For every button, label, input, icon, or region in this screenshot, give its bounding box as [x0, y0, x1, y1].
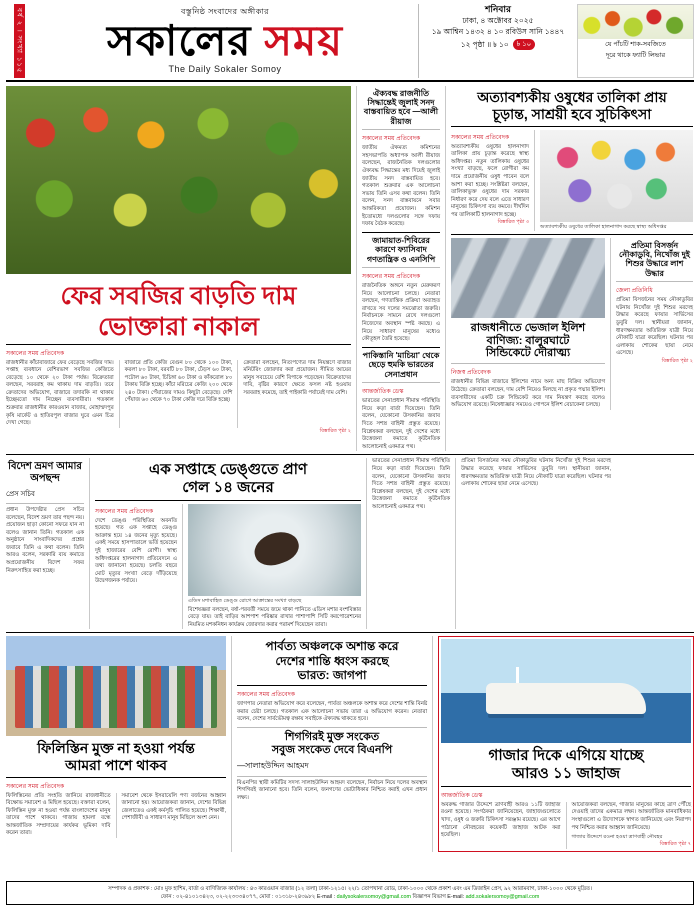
divider: [451, 363, 605, 364]
column-separator: [432, 636, 433, 852]
jagpa-body: জাগপার নেতারা অভিযোগ করে বলেছেন, পার্বত্য অঞ্চলকে অশান্ত করে দেশের শান্তি বিনষ্ট করার চেষ্টা চলছে। গতকাল এক আলোচনা সভায় তারা এ অভিযোগ করেন। নেতারা বলেন, দেশের সার্বভৌমত্ব রক্ষায় সবাইকে ঐক্যবদ্ধ থাকতে হবে।: [236, 700, 428, 723]
story-byline: সকালের সময় প্রতিবেদক: [362, 136, 421, 143]
press-secretary-sub: প্রেস সচিব: [6, 490, 35, 498]
jagpa-headline-line1: পার্বত্য অঞ্চলকে অশান্ত করে: [265, 639, 399, 654]
lead-headline-line1: ফের সবজির বাড়তি দাম: [60, 281, 297, 310]
palestine-photo-rally: [6, 636, 226, 736]
lead-body-col-2: বাজারে প্রতি কেজি বেগুন ৮০ থেকে ১০০ টাকা, করলা ৮০ টাকা, বরবটি ৮০ টাকা, ঢেঁড়স ৬০ টাকা, পটোল ৬০ টাকা, চিচিঙ্গা ৬০ টাকা ও কাঁকরোল ৮০ টাকায় বিক্রি হচ্ছে। কাঁচা মরিচের কেজি ২০০ থেকে ২৪০ টাকা। পেঁয়াজের দামও কিছুটা বেড়েছে। দেশি পেঁয়াজ ৬০ থেকে ৭০ টাকা কেজি দরে বিক্রি হচ্ছে।: [124, 359, 233, 404]
column-separator: [237, 360, 238, 428]
lead-story-block: [6, 86, 351, 452]
imprint-footer: [6, 881, 694, 905]
gaza-ships-block: [438, 636, 694, 852]
pages-price: ১২ পৃষ্ঠা ॥ ৳ ১০: [460, 40, 509, 49]
email-primary[interactable]: dailysokalersomoy@gmail.com: [336, 894, 411, 900]
middle-filler-body: ভারতের সেনাপ্রধান সীমান্ত পরিস্থিতি নিয়ে কড়া বার্তা দিয়েছেন। তিনি বলেন, যেকোনো উসকানির জবাব দিতে সশস্ত্র বাহিনী প্রস্তুত রয়েছে। বিশ্লেষকরা বলছেন, দুই দেশের মধ্যে উত্তেজনা কমাতে কূটনৈতিক আলোচনাই একমাত্র পথ।: [372, 458, 450, 510]
boatsink-body: প্রতিমা বিসর্জনের সময় নৌকাডুবির ঘটনায় নিখোঁজ দুই শিশুর মরদেহ উদ্ধার করেছে ফায়ার সার্ভিসের ডুবুরি দল। স্থানীয়রা জানান, ধারণক্ষমতার অতিরিক্ত যাত্রী নিয়ে নৌকাটি যাত্রা করেছিল। ঘটনার পর এলাকায় শোকের ছায়া নেমে এসেছে।: [616, 297, 693, 357]
gaza-ships-framed-box: [438, 636, 694, 852]
divider: [362, 347, 440, 348]
column-separator: [366, 458, 367, 629]
ad-image: [578, 5, 693, 39]
medicine-byline: সকালের সময় প্রতিবেদক: [451, 134, 510, 141]
divider: [362, 267, 440, 268]
bnp-body: বিএনপির স্থায়ী কমিটির সদস্য সালাহউদ্দিন আহমদ বলেছেন, নির্বাচন নিয়ে দলের অবস্থান শিগগিরই জানানো হবে। তিনি বলেন, জনগণের ভোটাধিকার নিশ্চিত করাই এখন প্রধান লক্ষ্য।: [236, 779, 428, 801]
column-separator: [445, 86, 446, 452]
medicine-photo-caption: অত্যাবশ্যকীয় ওষুধের তালিকা হালনাগাদ করছে স্বাস্থ্য অধিদপ্তর: [540, 223, 667, 230]
middle-section: [6, 458, 694, 629]
story-byline: আন্তর্জাতিক ডেস্ক: [362, 389, 404, 396]
press-secretary-body: প্রধান উপদেষ্টার প্রেস সচিব বলেছেন, বিদেশ ভ্রমণ তার পছন্দ নয়। প্রয়োজন ছাড়া কোনো সফরে যান না বলেও জানান তিনি। গতকাল এক অনুষ্ঠানে সাংবাদিকদের প্রশ্নের জবাবে তিনি এ কথা বলেন। তিনি আরও বলেন, সরকারি ব্যয় কমাতে অপ্রয়োজনীয় বিদেশ সফর নিরুৎসাহিত করা হচ্ছে।: [6, 506, 84, 574]
divider: [362, 232, 440, 233]
gaza-byline: আন্তর্জাতিক ডেস্ক: [441, 792, 483, 799]
divider: [451, 126, 693, 127]
press-secretary-block: [6, 458, 84, 629]
gaza-headline-line2: আরও ১১ জাহাজ: [511, 765, 620, 783]
divider: [237, 727, 427, 728]
imprint-phone: ফোন : ০২-৪১০১৩৪২৩, ০২-২২৩৩৩৪০৭৭, মোবা : ০১৩১৮-২৪৩৯৮২: [160, 894, 316, 900]
story-headline-alireaz: ঐক্যবদ্ধ রাজনীতি সিদ্ধান্তেই জুলাই সনদ বাস্তবায়িত হবে —আলী রীয়াজ: [363, 88, 439, 126]
hilsa-and-boat-row: [451, 238, 693, 410]
column-separator: [534, 130, 535, 231]
lead-continuation[interactable]: বিস্তারিত পৃষ্ঠা ২: [319, 427, 351, 434]
gaza-body-row: [441, 802, 691, 849]
issue-label: বর্ষ ২ । সংখ্যা ১১৫: [14, 4, 25, 78]
palestine-body-right: সমাবেশ থেকে ইসরায়েলি পণ্য বর্জনের আহ্বান জানানো হয়। আয়োজকরা জানান, দেশের বিভিন্ন জেলাতেও একই কর্মসূচি পালিত হয়েছে। শিক্ষার্থী, পেশাজীবী ও সাধারণ মানুষ মিছিলে অংশ নেন।: [121, 792, 226, 822]
gaza-body-right: আয়োজকরা বলছেন, গাজার মানুষের কাছে ত্রাণ পৌঁছে দেওয়াই তাদের একমাত্র লক্ষ্য। আন্তর্জাতিক মানবাধিকার সংস্থাগুলো এ উদ্যোগকে স্বাগত জানিয়েছে এবং নিরাপদ পথ নিশ্চিত করার আহ্বান জানিয়েছে।: [571, 801, 691, 831]
column-separator: [356, 86, 357, 452]
divider: [616, 281, 693, 282]
jagpa-headline-line2: দেশের শান্তি ধ্বংস করছে: [275, 653, 389, 668]
dengue-headline-line1: এক সপ্তাহে ডেঙ্গুতে প্রাণ: [148, 461, 308, 479]
story-body-alireaz: জাতীয় ঐকমত্য কমিশনের সহসভাপতি অধ্যাপক আলী রীয়াজ বলেছেন, রাজনৈতিক দলগুলোর ঐক্যবদ্ধ সিদ্ধান্তের মধ্য দিয়েই জুলাই জাতীয় সনদ বাস্তবায়িত হবে। গতকাল শুক্রবার এক আলোচনা সভায় তিনি এসব কথা বলেন। তিনি বলেন, সনদ বাস্তবায়নে সবার আন্তরিকতা প্রয়োজন। কমিশন ইতোমধ্যে দলগুলোর সঙ্গে দফায় দফায় বৈঠক করেছে।: [362, 145, 440, 228]
dengue-photo-col: [188, 504, 361, 630]
press-secretary-headline: বিদেশ ভ্রমণ আমার অপছন্দ: [8, 461, 82, 485]
hilsa-headline-line2: বাণিজ্য: বালুরঘাটে: [486, 334, 570, 347]
publication-day: শনিবার: [485, 4, 511, 14]
bottom-section: [6, 636, 694, 852]
divider: [237, 685, 427, 686]
masthead-center: [32, 4, 418, 78]
hilsa-byline: নিজস্ব প্রতিবেদক: [451, 370, 491, 377]
imprint-line-2: [11, 893, 689, 901]
column-separator: [231, 636, 232, 852]
middle-filler-column: [372, 458, 450, 629]
column-separator: [116, 793, 117, 839]
hilsa-headline-line1: রাজধানীতে ভেজাল ইলিশ: [470, 321, 586, 334]
palestine-block: [6, 636, 226, 852]
masthead-subtitle: The Daily Sokaler Somoy: [168, 64, 282, 74]
masthead-title-part1: সকালের: [106, 17, 252, 64]
hilsa-block: [451, 238, 605, 410]
lead-byline: সকালের সময় প্রতিবেদক: [6, 350, 65, 357]
price-badge: ৳ ১০: [513, 39, 536, 50]
dengue-headline-line2: গেল ১৪ জনের: [182, 479, 274, 497]
top-section: [6, 86, 694, 452]
dengue-block: [95, 458, 361, 629]
story-body-jamaat: রাজনৈতিক অঙ্গনে নতুন মেরুকরণ নিয়ে আলোচনা চলছে। নেতারা বলছেন, গণতান্ত্রিক প্রক্রিয়া অব্যাহত রাখতে সব দলের সমঝোতা জরুরি। নির্বাচনকে সামনে রেখে দলগুলো নিজেদের অবস্থান স্পষ্ট করছে। এ নিয়ে সাধারণ মানুষের মধ্যেও কৌতূহল তৈরি হয়েছে।: [362, 283, 440, 343]
column-separator: [119, 360, 120, 428]
divider: [6, 454, 694, 455]
publication-date-gregorian: ঢাকা, ৪ অক্টোবর ২০২৫: [462, 16, 534, 25]
dengue-body-left: দেশে ডেঙ্গু পরিস্থিতির অবনতি হয়েছে। গত এক সপ্তাহে ডেঙ্গু আক্রান্ত হয়ে ১৪ জনের মৃত্যু হয়েছে। একই সময়ে হাসপাতালে ভর্তি হয়েছেন দুই হাজারের বেশি রোগী। স্বাস্থ্য অধিদপ্তরের হালনাগাদ প্রতিবেদনে এ তথ্য জানানো হয়েছে। চলতি বছরে মোট মৃত্যুর সংখ্যা বেড়ে দাঁড়িয়েছে উদ্বেগজনক পর্যায়ে।: [95, 517, 177, 585]
lead-body-col-3: ক্রেতারা বলছেন, নিত্যপণ্যের দাম নিয়ন্ত্রণে বাজার মনিটরিং জোরদার করা প্রয়োজন। সীমিত আয়ের মানুষ সবচেয়ে বেশি বিপাকে পড়েছেন। বিক্রেতাদের দাবি, বৃষ্টির কারণে ক্ষেতে ফসল নষ্ট হওয়ায় সরবরাহ কমেছে, তাই পাইকারি পর্যায়েই দাম বেশি।: [243, 359, 351, 396]
lead-body-columns: [6, 360, 351, 428]
middle-right-body: প্রতিমা বিসর্জনের সময় নৌকাডুবির ঘটনায় নিখোঁজ দুই শিশুর মরদেহ উদ্ধার করেছে ফায়ার সার্ভিসের ডুবুরি দল। স্থানীয়রা জানান, ধারণক্ষমতার অতিরিক্ত যাত্রী নিয়ে নৌকাটি যাত্রা করেছিল। ঘটনার পর এলাকায় শোকের ছায়া নেমে এসেছে।: [461, 458, 611, 488]
jagpa-block: [237, 636, 427, 852]
email-advertising[interactable]: add.sokalersomoy@gmail.com: [465, 894, 540, 900]
column-separator: [610, 238, 611, 410]
middle-right-column: [461, 458, 611, 629]
divider: [362, 382, 440, 383]
divider: [95, 500, 361, 501]
lead-headline-line2: ভোক্তারা নাকাল: [97, 312, 260, 341]
medicine-photo-col: [540, 130, 693, 231]
story-byline: সকালের সময় প্রতিবেদক: [362, 274, 421, 281]
palestine-headline-line2: আমরা পাশে থাকব: [65, 757, 167, 773]
divider: [237, 776, 427, 777]
gaza-continuation[interactable]: বিস্তারিত পৃষ্ঠা ৭: [659, 841, 691, 848]
story-body-pakistan: ভারতের সেনাপ্রধান সীমান্ত পরিস্থিতি নিয়ে কড়া বার্তা দিয়েছেন। তিনি বলেন, যেকোনো উসকানির জবাব দিতে সশস্ত্র বাহিনী প্রস্তুত রয়েছে। বিশ্লেষকরা বলছেন, দুই দেশের মধ্যে উত্তেজনা কমাতে কূটনৈতিক আলোচনাই একমাত্র পথ।: [362, 398, 440, 450]
gaza-right-col: [572, 802, 692, 849]
masthead-advertisement[interactable]: [577, 4, 694, 78]
gaza-body-left: অবরুদ্ধ গাজার উদ্দেশে ত্রাণবাহী আরও ১১টি জাহাজ রওনা হয়েছে। সংগঠকরা জানিয়েছেন, জাহাজগুলোতে খাদ্য, ওষুধ ও জরুরি চিকিৎসা সরঞ্জাম রয়েছে। এর আগে পাঠানো নৌবহরের কয়েকটি জাহাজ আটক করা হয়েছিল।: [441, 801, 561, 839]
masthead-dateblock: [418, 4, 573, 78]
boatsink-block: [616, 238, 693, 410]
dengue-byline: সকালের সময় প্রতিবেদক: [95, 508, 154, 515]
column-three: [451, 86, 693, 452]
boatsink-headline: প্রতিমা বিসর্জন নৌকাডুবি, নিখোঁজ দুই শিশুর উদ্ধারে লাশ উদ্ধার: [619, 240, 690, 278]
medicine-photo-pills: [540, 130, 693, 222]
imprint-line-1: সম্পাদক ও প্রকাশক : মোঃ মুফ হাশিম, বার্তা ও বাণিজ্যিক কার্যালয় : ৪৩ কারওয়ান বাজার (১২ তলা) ঢাকা-১২১৫। ২২/১ তোপখানা রোড, ঢাকা-১০০০ থেকে প্রকাশ এবং এম ডিজাইন প্রেস, ৯২ আরামবাগ, ঢাকা-১০০০ থেকে মুদ্রিত।: [108, 886, 592, 892]
gaza-photo-ship: [441, 639, 691, 743]
hilsa-photo: [451, 238, 605, 318]
bnp-headline-line1: শিগগিরই মুক্ত সংকেত: [284, 730, 380, 743]
hilsa-body: রাজধানীর বিভিন্ন বাজারে ইলিশের নামে অন্য মাছ বিক্রির অভিযোগ উঠেছে। ক্রেতারা বলছেন, দাম বেশি নিয়েও মিলছে না প্রকৃত পদ্মার ইলিশ। ব্যবসায়ীদের একটি চক্র সিন্ডিকেট করে দাম নিয়ন্ত্রণ করছে বলেও অভিযোগ রয়েছে। নিষেধাজ্ঞার সময়েও গোপনে ইলিশ বেচাকেনা চলছে।: [451, 379, 605, 409]
publication-date-bengali: ১৯ আশ্বিন ১৪৩২ ৪ ১০ রবিউস সানি ১৪৪৭: [431, 27, 565, 36]
dengue-row: [95, 504, 361, 630]
lead-photo-vegetable-market: [6, 86, 351, 274]
bnp-attribution: —সালাহউদ্দিন আহমদ: [236, 760, 309, 770]
medicine-body: অত্যাবশ্যকীয় ওষুধের হালনাগাদ তালিকা প্রায় চূড়ান্ত করেছে স্বাস্থ্য অধিদপ্তর। নতুন তালিকায় ওষুধের সংখ্যা বাড়ছে, ফলে রোগীরা কম দামে প্রয়োজনীয় ওষুধ পাবেন বলে আশা করা হচ্ছে। সংশ্লিষ্টরা বলছেন, তালিকাভুক্ত ওষুধের দাম সরকার নির্ধারণ করে দেয় বলে এতে সাধারণ মানুষের চিকিৎসা ব্যয় কমবে। দীর্ঘদিন পর তালিকাটি হালনাগাদ হচ্ছে।: [451, 143, 529, 218]
divider: [451, 234, 693, 235]
ad-line-2: দূরে থাকে ফ্যাটি লিভার: [605, 52, 666, 59]
masthead-issue-bar: [6, 4, 32, 78]
palestine-body-left: ফিলিস্তিনের প্রতি সংহতি জানিয়ে রাজধানীতে বিক্ষোভ সমাবেশ ও মিছিল হয়েছে। বক্তারা বলেন, ফিলিস্তিন মুক্ত না হওয়া পর্যন্ত বাংলাদেশের মানুষ তাদের পাশে থাকবে। গাজায় হামলা বন্ধে আন্তর্জাতিক সম্প্রদায়ের কার্যকর ভূমিকা দাবি করেন তারা।: [6, 792, 111, 837]
footer-wrap: [6, 881, 694, 905]
ad-line-1: যে পাঁচটি শাক-সবজিতে: [605, 41, 666, 48]
hilsa-headline-line3: সিন্ডিকেটে দৌরাত্ম্য: [485, 347, 571, 360]
medicine-story-row: [451, 130, 693, 231]
ad-email-label: বিজ্ঞাপন বিভাগ E-mail:: [412, 894, 465, 900]
lead-body-col-1: রাজধানীর কাঁচাবাজারে ফের বেড়েছে সবজির দাম। সপ্তাহ ব্যবধানে বেশিরভাগ সবজির কেজিতে বেড়েছে ১০ থেকে ২০ টাকা পর্যন্ত। বিক্রেতারা বলছেন, সরবরাহ কম থাকায় দাম বাড়তি। তবে ক্রেতাদের অভিযোগ, বাজারে তদারকি না থাকায় ইচ্ছেমতো দাম নিচ্ছেন ব্যবসায়ীরা। গতকাল শুক্রবার রাজধানীর কারওয়ান বাজার, মোহাম্মদপুর কৃষি মার্কেট ও হাতিরপুল বাজার ঘুরে এমন চিত্র দেখা গেছে।: [6, 359, 114, 427]
dengue-photo-caption: এডিস মশাবাহিত ডেঙ্গু রোগে আক্রান্তের সংখ্যা বাড়ছে: [188, 597, 302, 604]
divider: [362, 129, 440, 130]
boatsink-byline: জেলা প্রতিনিধি: [616, 288, 653, 295]
palestine-byline: সকালের সময় প্রতিবেদক: [6, 783, 65, 790]
divider: [6, 632, 694, 633]
gaza-headline-line1: গাজার দিকে এগিয়ে যাচ্ছে: [488, 747, 644, 765]
gaza-photo-caption: গাজার উদ্দেশে রওনা হওয়া ত্রাণবাহী নৌবহর: [571, 834, 663, 841]
boatsink-continuation[interactable]: বিস্তারিত পৃষ্ঠা ২: [661, 358, 693, 365]
medicine-headline-line1: অত্যাবশ্যকীয় ওষুধের তালিকা প্রায়: [477, 88, 667, 105]
medicine-text-col: [451, 130, 529, 231]
column-two: [362, 86, 440, 452]
masthead-title-part2: সময়: [264, 17, 344, 64]
story-headline-jamaat: জামায়াত-শিবিরের কারণে ফ্যাসিবাদ গণতান্ত্রিক ও এনসিপি: [366, 235, 436, 264]
dengue-text-col: [95, 504, 177, 630]
dengue-photo-mosquito: [188, 504, 361, 596]
palestine-headline-line1: ফিলিস্তিন মুক্ত না হওয়া পর্যন্ত: [37, 740, 195, 757]
palestine-body-row: [6, 793, 226, 839]
bnp-headline-line2: সবুজ সংকেত দেবে বিএনপি: [271, 743, 393, 756]
medicine-headline-line2: চূড়ান্ত, সাশ্রয়ী হবে সুচিকিৎসা: [492, 106, 652, 123]
masthead: [6, 4, 694, 82]
column-separator: [89, 458, 90, 629]
masthead-tagline: বস্তুনিষ্ঠ সংবাদের অঙ্গীকার: [180, 7, 270, 16]
divider: [441, 786, 691, 787]
divider: [6, 503, 84, 504]
column-separator: [566, 802, 567, 849]
column-separator: [182, 504, 183, 630]
jagpa-headline-line3: ভারত: জাগপা: [297, 667, 367, 682]
dengue-body-right: বিশেষজ্ঞরা বলছেন, বর্ষা-পরবর্তী সময়ে জমে থাকা পানিতে এডিস মশার বংশবিস্তার বেড়ে যায়। তাই বাড়ির আশপাশ পরিষ্কার রাখার পাশাপাশি সিটি করপোরেশনের নিয়মিত মশকনিধন কার্যক্রম জোরদার করার পরামর্শ দিয়েছেন তারা।: [188, 606, 361, 628]
jagpa-byline: সকালের সময় প্রতিবেদক: [236, 691, 295, 698]
divider: [6, 344, 351, 345]
masthead-title: [36, 19, 414, 63]
medicine-continuation[interactable]: বিস্তারিত পৃষ্ঠা ৩: [497, 219, 529, 226]
email-label: E-mail :: [316, 894, 336, 900]
story-headline-pakistan: পাকিস্তানি 'মাচিয়া' থেকে ছেড়ে হুমকি ভারতের সেনাপ্রধান: [362, 350, 440, 379]
divider: [6, 777, 226, 778]
pages-price-row: [423, 39, 573, 50]
column-separator: [455, 458, 456, 629]
